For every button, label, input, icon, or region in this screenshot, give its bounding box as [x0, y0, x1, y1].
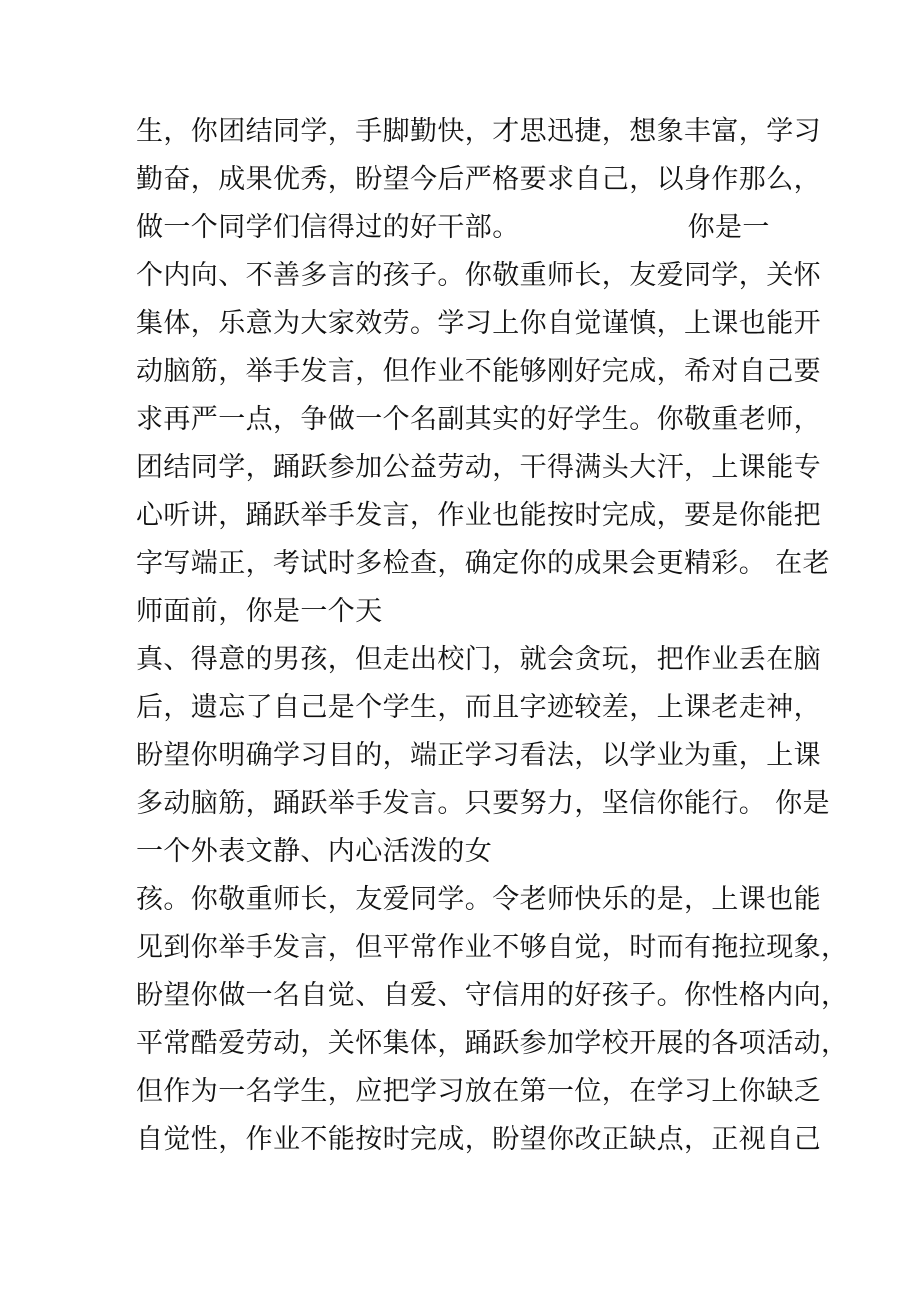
text-line: 多动脑筋，踊跃举手发言。只要努力，坚信你能行。 你是: [136, 788, 830, 819]
text-line: 勤奋，成果优秀，盼望今后严格要求自己，以身作那么，: [136, 164, 821, 195]
text-line: 一个外表文静、内心活泼的女: [136, 836, 493, 867]
text-line: 集体，乐意为大家效劳。学习上你自觉谨慎，上课也能开: [136, 308, 821, 339]
text-line: 盼望你做一名自觉、自爱、守信用的好孩子。你性格内向，: [136, 980, 849, 1011]
text-line: [136, 208, 816, 248]
text-line: 但作为一名学生，应把学习放在第一位，在学习上你缺乏: [136, 1076, 821, 1107]
text-line: 盼望你明确学习目的，端正学习看法，以学业为重，上课: [136, 740, 821, 771]
text-line: 求再严一点，争做一个名副其实的好学生。你敬重老师，: [136, 404, 821, 435]
text-segment: 你是一: [687, 212, 770, 243]
text-line: 平常酷爱劳动，关怀集体，踊跃参加学校开展的各项活动，: [136, 1028, 849, 1059]
text-line: 见到你举手发言，但平常作业不够自觉，时而有拖拉现象，: [136, 932, 849, 963]
text-line: 自觉性，作业不能按时完成，盼望你改正缺点，正视自己: [136, 1124, 821, 1155]
text-line: 心听讲，踊跃举手发言，作业也能按时完成，要是你能把: [136, 500, 821, 531]
text-line: 后，遗忘了自己是个学生，而且字迹较差，上课老走神，: [136, 692, 821, 723]
text-line: 字写端正，考试时多检查，确定你的成果会更精彩。 在老: [136, 548, 830, 579]
text-line: 孩。你敬重师长，友爱同学。令老师快乐的是，上课也能: [136, 884, 821, 915]
text-line: 团结同学，踊跃参加公益劳动，干得满头大汗，上课能专: [136, 452, 821, 483]
text-segment: 做一个同学们信得过的好干部。: [136, 212, 520, 243]
text-line: 真、得意的男孩，但走出校门，就会贪玩，把作业丢在脑: [136, 644, 821, 675]
text-line: 师面前，你是一个天: [136, 596, 383, 627]
text-line: 生，你团结同学，手脚勤快，才思迅捷，想象丰富，学习: [136, 116, 821, 147]
text-line: 个内向、不善多言的孩子。你敬重师长，友爱同学，关怀: [136, 260, 821, 291]
text-line: 动脑筋，举手发言，但作业不能够刚好完成，希对自己要: [136, 356, 821, 387]
